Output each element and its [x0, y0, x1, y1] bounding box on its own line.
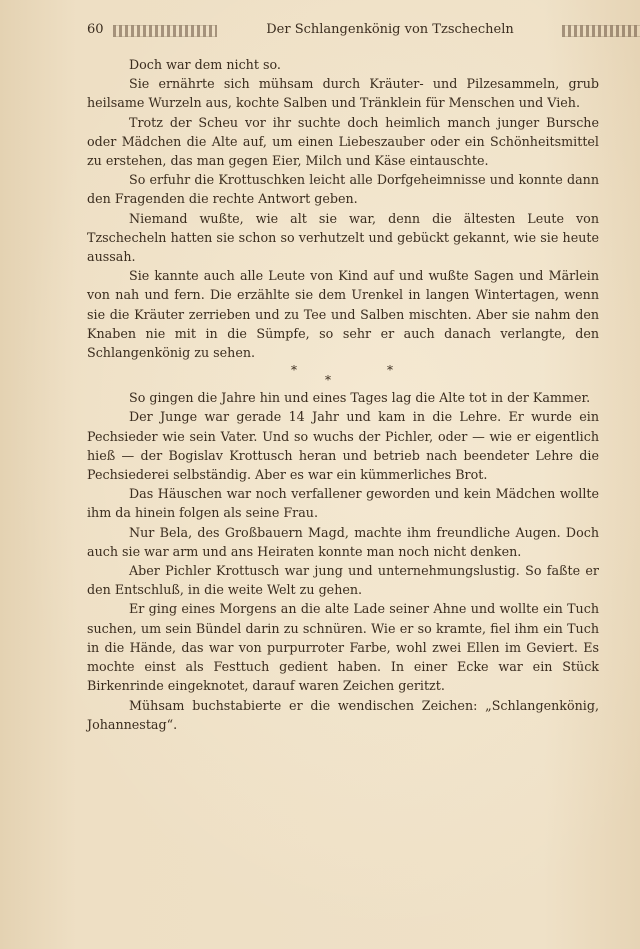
section-separator	[87, 362, 599, 388]
paragraph: Er ging eines Morgens an die alte Lade seiner Ahne und wollte ein Tuch suchen, um sein Bündel darin zu schnüren. Wie er so kramte, fiel ihm ein Tuch in die Hände, das war von purpurroter Farbe, wohl zwei Ellen im Geviert. Es mochte einst als Festtuch gedient haben. In einer Ecke war ein Stück Birkenrinde eingeknotet, darauf waren Zeichen geritzt.	[87, 601, 599, 694]
paragraph: So erfuhr die Krottuschken leicht alle Dorfgeheimnisse und konnte dann den Fragenden die rechte Antwort geben.	[87, 172, 599, 207]
body-text	[87, 55, 599, 734]
paragraph: Aber Pichler Krottusch war jung und unternehmungslustig. So faßte er den Entschluß, in die weite Welt zu gehen.	[87, 563, 599, 598]
header-ornament-left	[113, 25, 217, 37]
paragraph: So gingen die Jahre hin und eines Tages lag die Alte tot in der Kammer.	[129, 390, 591, 406]
header-ornament-right	[562, 25, 640, 37]
paragraph: Nur Bela, des Großbauern Magd, machte ihm freundliche Augen. Doch auch sie war arm und ans Heiraten konnte man noch nicht denken.	[87, 524, 599, 559]
page-header	[87, 20, 603, 40]
paragraph: Doch war dem nicht so.	[129, 57, 281, 72]
paragraph: Mühsam buchstabierte er die wendischen Zeichen: „Schlangenkönig, Johannestag“.	[87, 697, 599, 732]
paragraph: Sie ernährte sich mühsam durch Kräuter- und Pilzesammeln, grub heilsame Wurzeln aus, kochte Salben und Tränklein für Menschen und Vieh.	[87, 76, 599, 111]
paragraph: Niemand wußte, wie alt sie war, denn die ältesten Leute von Tzschecheln hatten sie schon so verhutzelt und gebückt gekannt, wie sie heute aussah.	[87, 210, 599, 265]
page-number: 60	[87, 22, 104, 37]
paragraph: Sie kannte auch alle Leute von Kind auf und wußte Sagen und Märlein von nah und fern. Die erzählte sie dem Urenkel in langen Wintertagen, wenn sie die Kräuter zerrieben und zu Tee und Salben mischten. Aber sie nahm den Knaben nie mit in die Sümpfe, so sehr er auch danach verlangte, den Schlangenkönig zu sehen.	[87, 268, 599, 361]
running-title: Der Schlangenkönig von Tzschecheln	[266, 22, 514, 37]
separator-star: *	[387, 363, 393, 378]
paragraph: Trotz der Scheu vor ihr suchte doch heimlich manch junger Bursche oder Mädchen die Alte auf, um einen Liebeszauber oder ein Schönheitsmittel zu erstehen, das man gegen Eier, Milch und Käse eintauschte.	[87, 114, 599, 169]
paragraph: Das Häuschen war noch verfallener geworden und kein Mädchen wollte ihm da hinein folgen als seine Frau.	[87, 486, 599, 521]
separator-star: *	[325, 373, 331, 388]
paragraph: Der Junge war gerade 14 Jahr und kam in die Lehre. Er wurde ein Pechsieder wie sein Vater. Und so wuchs der Pichler, oder — wie er eigentlich hieß — der Bogislav Krottusch heran und betrieb nach beendeter Lehre die Pechsiederei selbständig. Aber es war ein kümmerliches Brot.	[87, 409, 599, 483]
separator-star: *	[291, 363, 297, 378]
